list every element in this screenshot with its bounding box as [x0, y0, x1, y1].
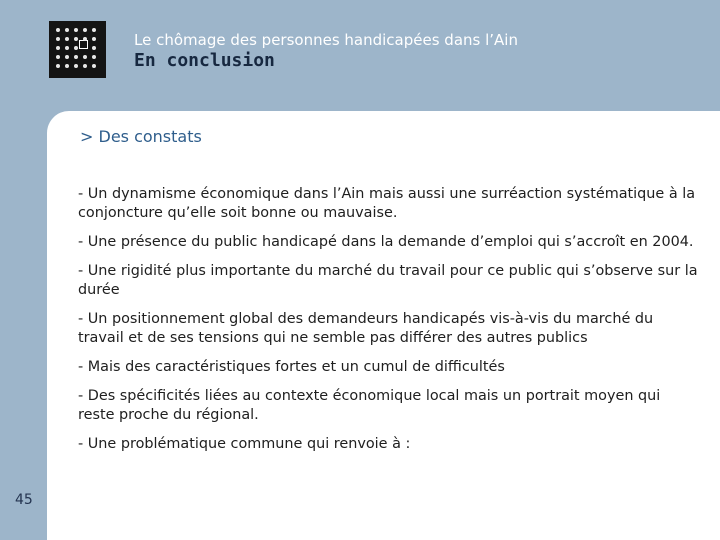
- content-panel: [47, 111, 720, 540]
- list-item: - Une rigidité plus importante du marché du travail pour ce public qui s’observe sur la durée: [78, 263, 698, 298]
- list-item: - Mais des caractéristiques fortes et un cumul de difficultés: [78, 359, 505, 375]
- logo-dot: [65, 28, 69, 32]
- list-item: - Une présence du public handicapé dans la demande d’emploi qui s’accroît en 2004.: [78, 234, 694, 250]
- logo-dot: [65, 55, 69, 59]
- logo-dot: [74, 46, 78, 50]
- logo-dot: [65, 37, 69, 41]
- list-item: - Un dynamisme économique dans l’Ain mais aussi une surréaction systématique à la conjoncture qu’elle soit bonne ou mauvaise.: [78, 186, 696, 221]
- logo-dot: [83, 28, 87, 32]
- logo-dot: [56, 37, 60, 41]
- header-subtitle: Le chômage des personnes handicapées dans l’Ain: [134, 31, 518, 49]
- logo-dot: [74, 64, 78, 68]
- logo-dot: [74, 28, 78, 32]
- section-heading: > Des constats: [80, 127, 202, 146]
- logo-dot: [56, 46, 60, 50]
- logo-dot: [56, 55, 60, 59]
- findings-list: [78, 185, 698, 464]
- logo-dot: [65, 46, 69, 50]
- logo-dot: [83, 64, 87, 68]
- list-item: - Une problématique commune qui renvoie à :: [78, 436, 411, 452]
- logo-dot: [74, 37, 78, 41]
- logo-dot: [56, 64, 60, 68]
- logo-dot: [92, 28, 96, 32]
- logo-dot: [56, 28, 60, 32]
- logo-dot: [83, 37, 87, 41]
- logo-dot: [65, 64, 69, 68]
- logo-dot: [92, 46, 96, 50]
- logo-dot: [92, 64, 96, 68]
- logo: [49, 21, 106, 78]
- logo-center-square: [79, 40, 88, 49]
- list-item: - Un positionnement global des demandeurs handicapés vis-à-vis du marché du travail et de ses tensions qui ne semble pas différer des autres publics: [78, 311, 654, 346]
- logo-dot: [74, 55, 78, 59]
- logo-dot: [83, 55, 87, 59]
- logo-dot: [92, 55, 96, 59]
- list-item: - Des spécificités liées au contexte économique local mais un portrait moyen qui reste proche du régional.: [78, 388, 661, 423]
- logo-dot: [92, 37, 96, 41]
- page-number: 45: [15, 492, 33, 508]
- page-title: En conclusion: [134, 50, 275, 71]
